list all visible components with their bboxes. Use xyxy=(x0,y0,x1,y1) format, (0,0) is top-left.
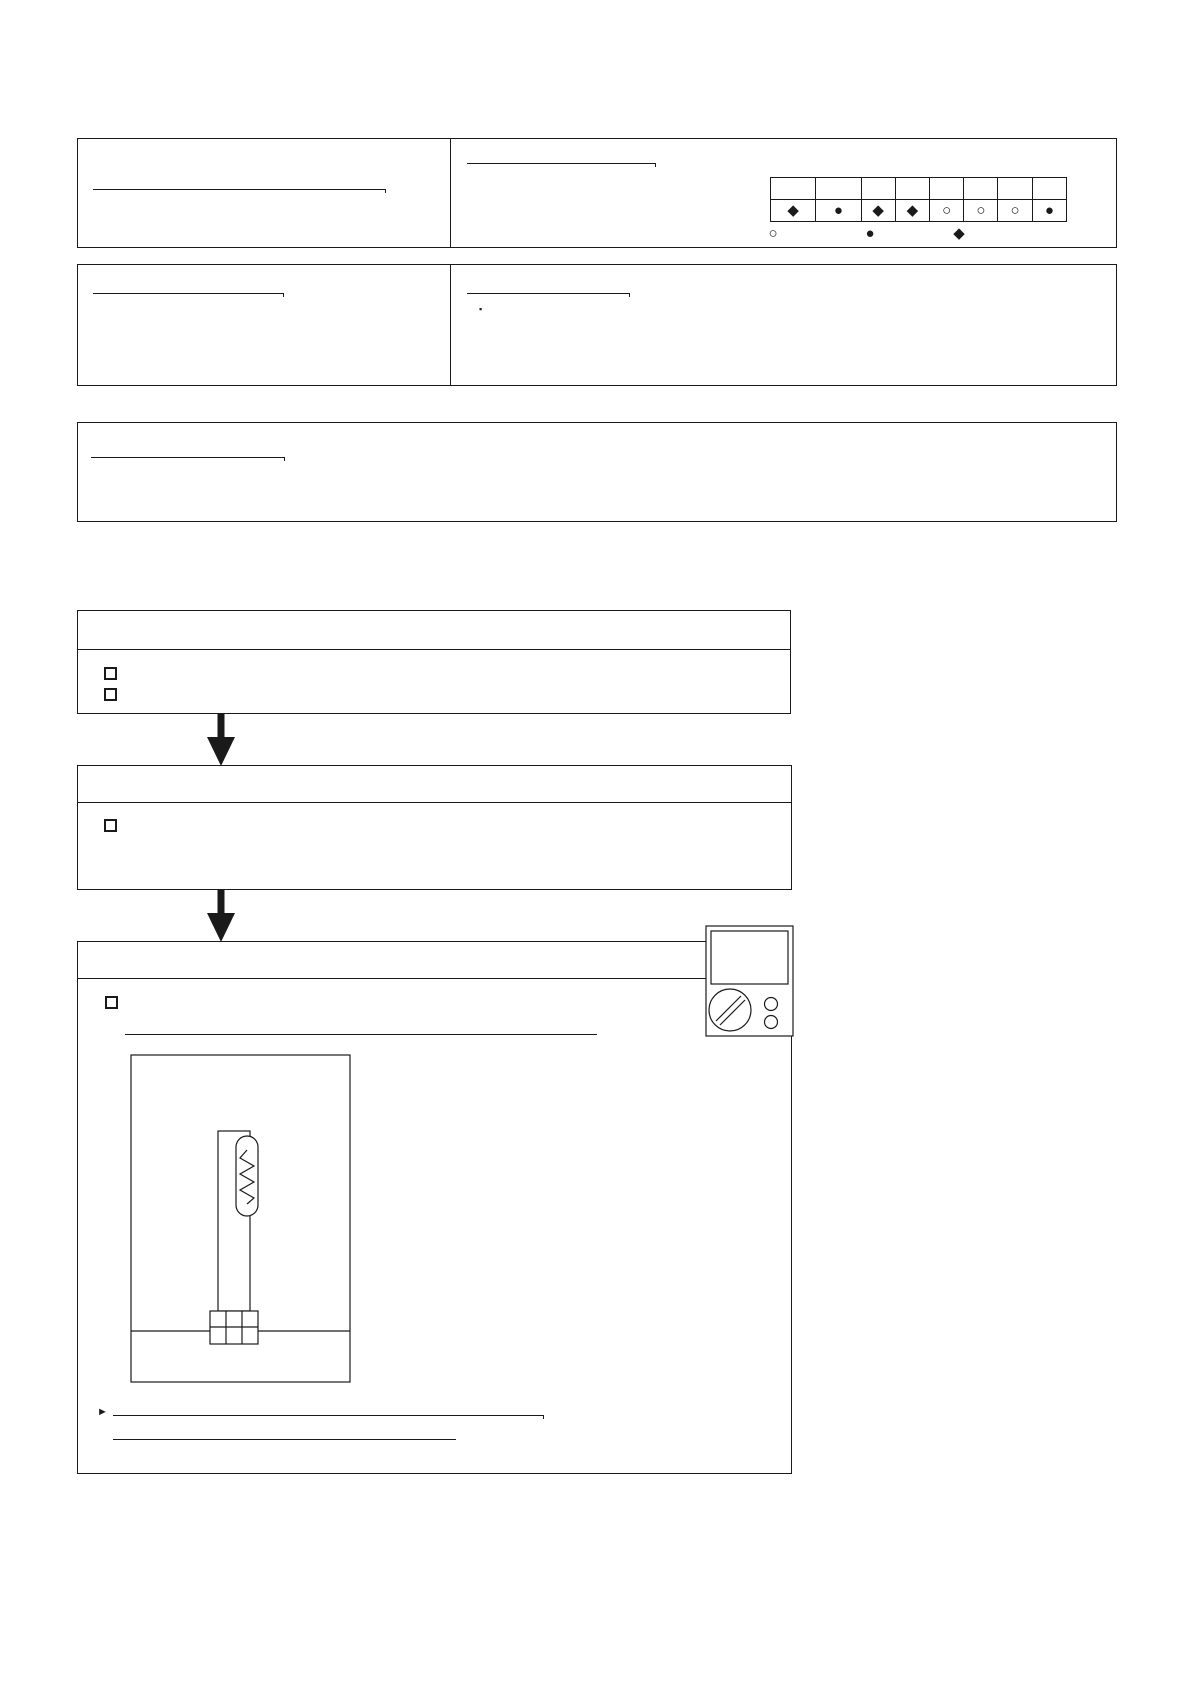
indicator-symbol: ● xyxy=(816,200,861,222)
component-illustration xyxy=(130,1054,352,1384)
step-1-checkbox-1[interactable] xyxy=(104,667,117,680)
step-2-checkbox-1[interactable] xyxy=(104,819,117,832)
note-underline-1 xyxy=(113,1415,543,1416)
note-underline-2 xyxy=(113,1439,456,1440)
legend-key-filled-circle: ● xyxy=(865,225,875,242)
step-1-header-divider xyxy=(78,649,790,650)
right-heading-underline xyxy=(467,163,655,164)
indicator-symbol: ○ xyxy=(930,200,964,222)
flow-arrow-1 xyxy=(205,713,237,766)
step-3-instruction-underline xyxy=(125,1034,597,1035)
step-2-header-divider xyxy=(78,802,791,803)
info-box-bottom xyxy=(77,422,1117,522)
indicator-symbol: ◆ xyxy=(771,200,816,222)
info-box-middle xyxy=(77,264,1117,386)
legend-key-diamond: ◆ xyxy=(953,225,965,242)
indicator-table-symbol-row xyxy=(771,200,1067,222)
bullet-marker: ▪ xyxy=(479,304,483,314)
heading-underline xyxy=(91,457,284,458)
legend-key-open-circle: ○ xyxy=(768,225,778,242)
indicator-symbol: ○ xyxy=(964,200,998,222)
step-2-box xyxy=(77,765,792,890)
info-box-middle-divider xyxy=(450,265,451,385)
left-heading-underline xyxy=(93,293,283,294)
indicator-symbol: ◆ xyxy=(895,200,929,222)
step-3-box xyxy=(77,941,792,1474)
right-heading-underline xyxy=(467,293,629,294)
step-1-box xyxy=(77,610,791,714)
indicator-table-header-row xyxy=(771,178,1067,200)
indicator-symbol: ● xyxy=(1032,200,1066,222)
step-3-checkbox-1[interactable] xyxy=(105,996,118,1009)
step-3-header-divider xyxy=(78,978,706,979)
indicator-symbol: ◆ xyxy=(861,200,895,222)
indicator-table xyxy=(770,177,1067,222)
step-1-checkbox-2[interactable] xyxy=(104,688,117,701)
info-box-top-divider xyxy=(450,139,451,247)
note-marker: ► xyxy=(97,1406,108,1418)
flow-arrow-2 xyxy=(205,889,237,942)
indicator-symbol: ○ xyxy=(998,200,1032,222)
left-heading-underline xyxy=(93,189,385,190)
multimeter-icon xyxy=(705,925,794,1038)
